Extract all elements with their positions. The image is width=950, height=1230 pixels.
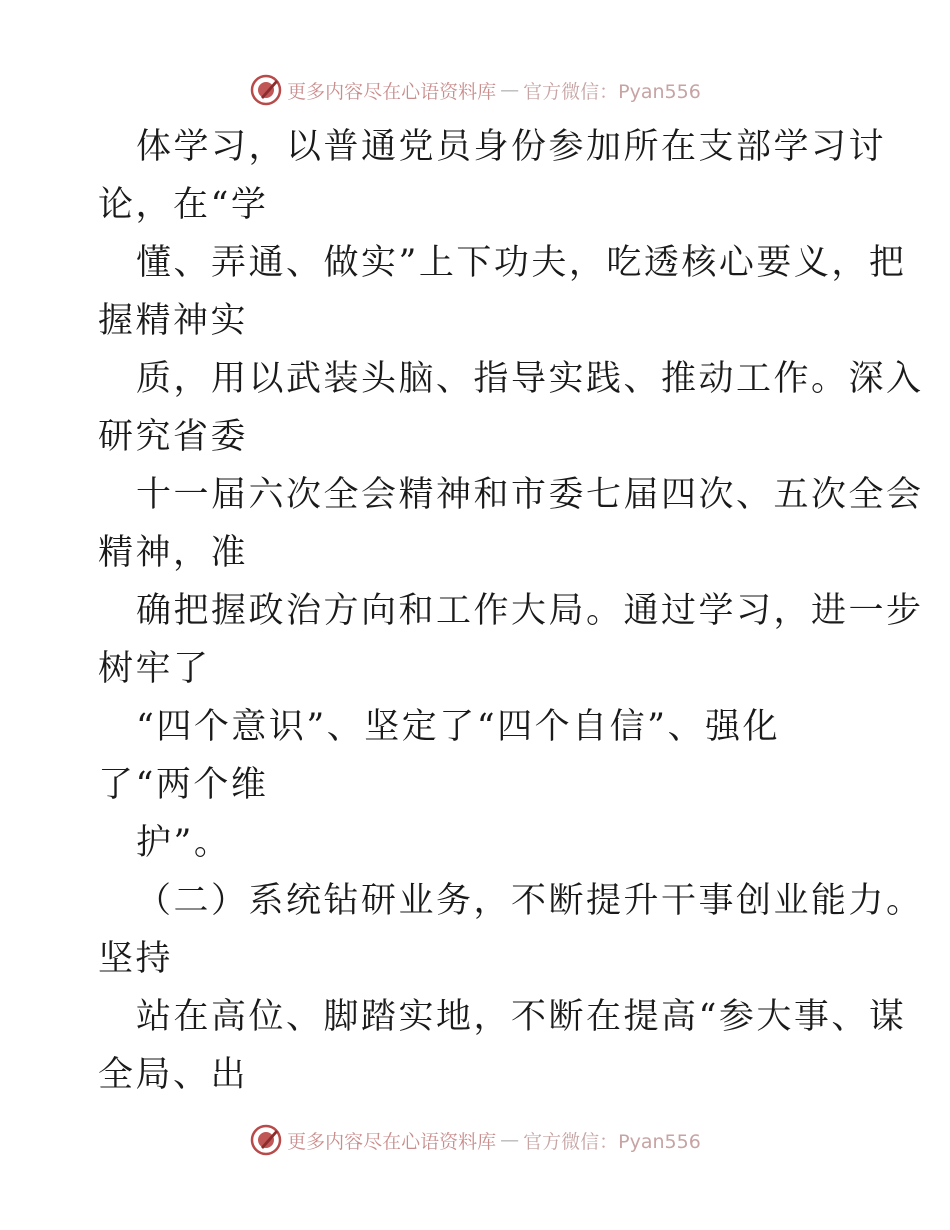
text-line: 护”。: [136, 823, 232, 863]
footer-watermark: [0, 1120, 950, 1160]
section-heading-line: （二）系统钻研业务，不断提升干事创业能力。: [136, 881, 924, 921]
watermark-contact: 官方微信：Pyan556: [523, 1130, 701, 1153]
text-line: 论，在“学: [98, 185, 269, 225]
text-line: 树牢了: [98, 649, 211, 689]
text-line: 质，用以武装头脑、指导实践、推动工作。深入: [136, 359, 924, 399]
watermark-main-text: 更多内容尽在心语资料库: [287, 1130, 497, 1153]
pen-logo-icon: [249, 1123, 283, 1157]
text-line: 站在高位、脚踏实地，不断在提高“参大事、谋: [136, 997, 907, 1037]
text-line: 握精神实: [98, 301, 249, 341]
watermark-contact: 官方微信：Pyan556: [523, 80, 701, 103]
watermark-separator: —: [500, 1129, 520, 1151]
watermark-content: [249, 1123, 701, 1157]
pen-logo-icon: [249, 73, 283, 107]
header-watermark: [0, 70, 950, 110]
text-line: 懂、弄通、做实”上下功夫，吃透核心要义，把: [136, 243, 907, 283]
text-line: 全局、出: [98, 1055, 249, 1095]
watermark-separator: —: [500, 79, 520, 101]
text-line: 精神，准: [98, 533, 249, 573]
text-line: 研究省委: [98, 417, 249, 457]
text-line: “四个意识”、坚定了“四个自信”、强化: [136, 707, 781, 747]
text-line: 十一届六次全会精神和市委七届四次、五次全会: [136, 475, 924, 515]
text-line: 了“两个维: [98, 765, 269, 805]
text-line: 坚持: [98, 939, 174, 979]
text-line: 体学习，以普通党员身份参加所在支部学习讨: [136, 127, 887, 167]
watermark-content: [249, 73, 701, 107]
text-line: 确把握政治方向和工作大局。通过学习，进一步: [136, 591, 924, 631]
watermark-main-text: 更多内容尽在心语资料库: [287, 80, 497, 103]
